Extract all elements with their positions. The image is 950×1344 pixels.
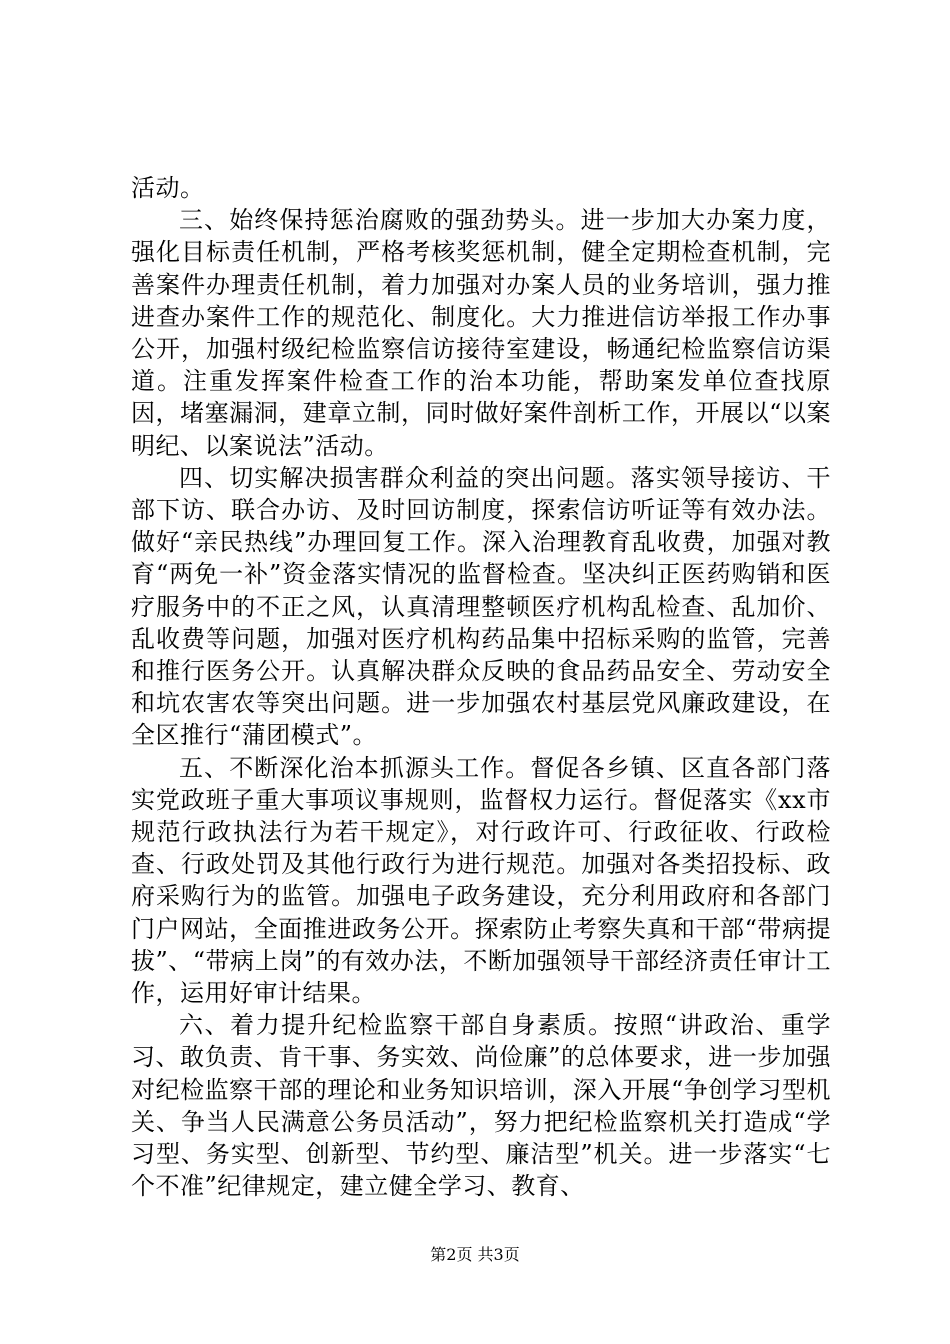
document-body — [131, 172, 831, 1203]
page-footer — [0, 1244, 950, 1266]
page-number-label: 第2页 共3页 — [430, 1245, 520, 1264]
paragraph-section-4: 四、切实解决损害群众利益的突出问题。落实领导接访、干部下访、联合办访、及时回访制度，探索信访听证等有效办法。做好“亲民热线”办理回复工作。深入治理教育乱收费，加强对教育“两免一补”资金落实情况的监督检查。坚决纠正医药购销和医疗服务中的不正之风，认真清理整顿医疗机构乱检查、乱加价、乱收费等问题，加强对医疗机构药品集中招标采购的监管，完善和推行医务公开。认真解决群众反映的食品药品安全、劳动安全和坑农害农等突出问题。进一步加强农村基层党风廉政建设，在全区推行“蒲团模式”。 — [131, 463, 831, 750]
paragraph-section-6: 六、着力提升纪检监察干部自身素质。按照“讲政治、重学习、敢负责、肯干事、务实效、尚俭廉”的总体要求，进一步加强对纪检监察干部的理论和业务知识培训，深入开展“争创学习型机关、争当人民满意公务员活动”，努力把纪检监察机关打造成“学习型、务实型、创新型、节约型、廉洁型”机关。进一步落实“七个不准”纪律规定，建立健全学习、教育、 — [131, 1011, 831, 1201]
paragraph-section-5: 五、不断深化治本抓源头工作。督促各乡镇、区直各部门落实党政班子重大事项议事规则，监督权力运行。督促落实《xx市规范行政执法行为若干规定》，对行政许可、行政征收、行政检查、行政处罚及其他行政行为进行规范。加强对各类招投标、政府采购行为的监管。加强电子政务建设，充分利用政府和各部门门户网站，全面推进政务公开。探索防止考察失真和干部“带病提拔”、“带病上岗”的有效办法，不断加强领导干部经济责任审计工作，运用好审计结果。 — [131, 753, 831, 1008]
paragraph-section-3: 三、始终保持惩治腐败的强劲势头。进一步加大办案力度，强化目标责任机制，严格考核奖惩机制，健全定期检查机制，完善案件办理责任机制，着力加强对办案人员的业务培训，强力推进查办案件工作的规范化、制度化。大力推进信访举报工作办事公开，加强村级纪检监察信访接待室建设，畅通纪检监察信访渠道。注重发挥案件检查工作的治本功能，帮助案发单位查找原因，堵塞漏洞，建章立制，同时做好案件剖析工作，开展以“以案明纪、以案说法”活动。 — [131, 206, 831, 460]
paragraph-continuation: 活动。 — [131, 174, 205, 202]
